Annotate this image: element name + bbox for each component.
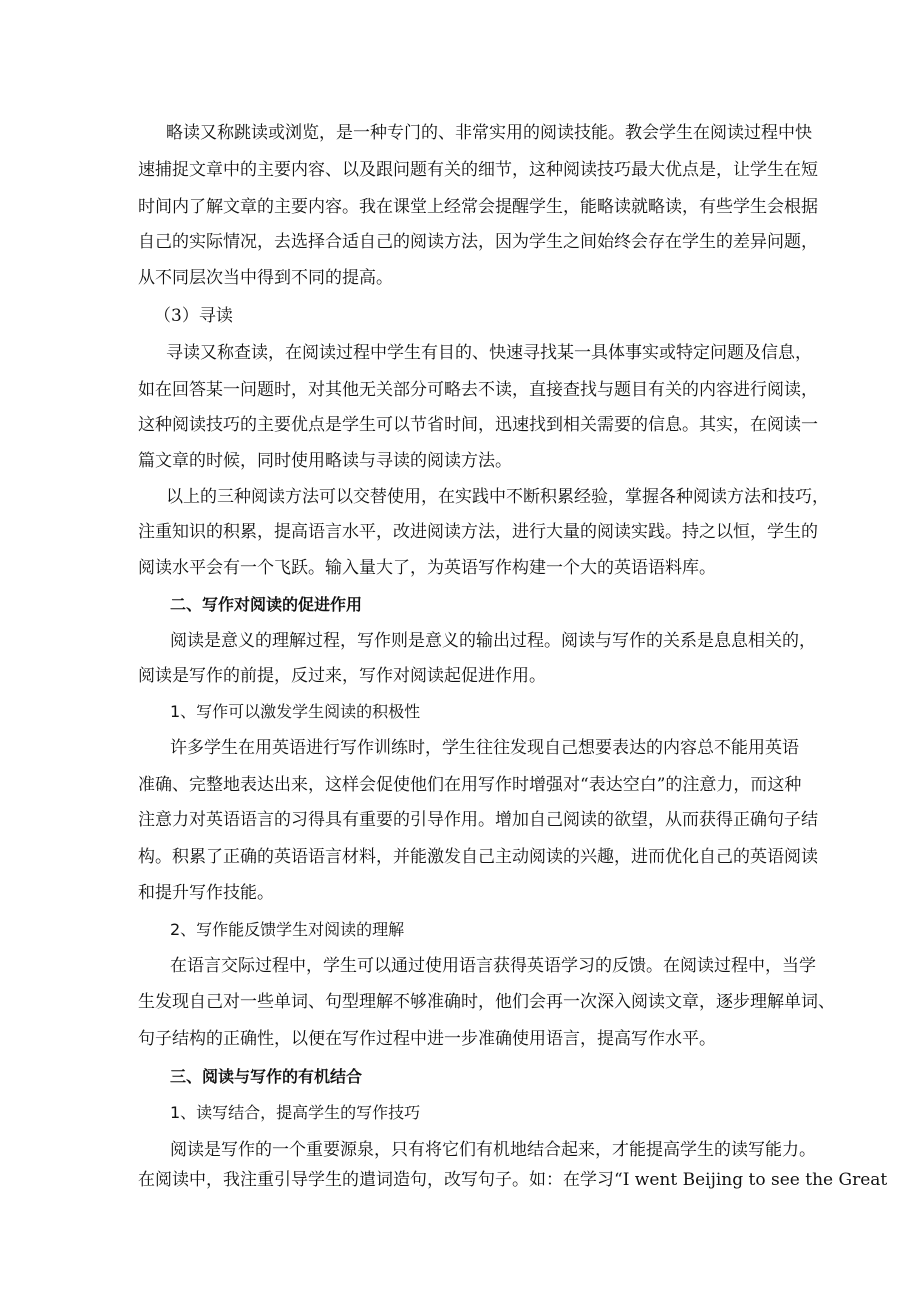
paragraph-line: 在阅读中，我注重引导学生的遣词造句，改写句子。如：在学习“I went Beijing to see the Great — [138, 1170, 888, 1190]
paragraph-line: 生发现自己对一些单词、句型理解不够准确时，他们会再一次深入阅读文章，逐步理解单词、 — [138, 992, 835, 1012]
section-subheading: 2、写作能反馈学生对阅读的理解 — [170, 920, 405, 939]
paragraph-line: 阅读水平会有一个飞跃。输入量大了，为英语写作构建一个大的英语语料库。 — [138, 558, 716, 578]
paragraph-line: 阅读是写作的前提，反过来，写作对阅读起促进作用。 — [138, 666, 546, 686]
paragraph-line: 注重知识的积累，提高语言水平，改进阅读方法，进行大量的阅读实践。持之以恒，学生的 — [138, 522, 818, 542]
paragraph-line: 在语言交际过程中，学生可以通过使用语言获得英语学习的反馈。在阅读过程中，当学 — [170, 956, 816, 976]
paragraph-line: 自己的实际情况，去选择合适自己的阅读方法，因为学生之间始终会存在学生的差异问题， — [138, 232, 818, 252]
paragraph-line: 略读又称跳读或浏览，是一种专门的、非常实用的阅读技能。教会学生在阅读过程中快 — [166, 123, 812, 143]
section-subheading: 1、读写结合，提高学生的写作技巧 — [170, 1103, 421, 1122]
paragraph-line: 许多学生在用英语进行写作训练时，学生往往发现自己想要表达的内容总不能用英语 — [170, 738, 799, 758]
paragraph-line: 阅读是写作的一个重要源泉，只有将它们有机地结合起来，才能提高学生的读写能力。 — [170, 1140, 816, 1160]
paragraph-line: 速捕捉文章中的主要内容、以及跟问题有关的细节，这种阅读技巧最大优点是，让学生在短 — [138, 160, 818, 180]
paragraph-line: 篇文章的时候，同时使用略读与寻读的阅读方法。 — [138, 451, 512, 471]
section-heading: 二、写作对阅读的促进作用 — [170, 595, 363, 614]
section-subheading: （3）寻读 — [154, 306, 233, 326]
paragraph-line: 以上的三种阅读方法可以交替使用，在实践中不断积累经验，掌握各种阅读方法和技巧， — [166, 487, 829, 507]
section-heading: 三、阅读与写作的有机结合 — [170, 1067, 363, 1086]
paragraph-line: 句子结构的正确性，以便在写作过程中进一步准确使用语言，提高写作水平。 — [138, 1029, 716, 1049]
paragraph-line: 构。积累了正确的英语语言材料，并能激发自己主动阅读的兴趣，进而优化自己的英语阅读 — [138, 847, 818, 867]
paragraph-line: 这种阅读技巧的主要优点是学生可以节省时间，迅速找到相关需要的信息。其实，在阅读一 — [138, 415, 818, 435]
paragraph-line: 准确、完整地表达出来，这样会促使他们在用写作时增强对“表达空白”的注意力，而这种 — [138, 775, 802, 795]
paragraph-line: 时间内了解文章的主要内容。我在课堂上经常会提醒学生，能略读就略读，有些学生会根据 — [138, 197, 818, 217]
paragraph-line: 寻读又称查读，在阅读过程中学生有目的、快速寻找某一具体事实或特定问题及信息， — [166, 343, 812, 363]
section-subheading: 1、写作可以激发学生阅读的积极性 — [170, 702, 421, 721]
paragraph-line: 如在回答某一问题时，对其他无关部分可略去不读，直接查找与题目有关的内容进行阅读， — [138, 380, 818, 400]
paragraph-line: 从不同层次当中得到不同的提高。 — [138, 268, 393, 288]
paragraph-line: 阅读是意义的理解过程，写作则是意义的输出过程。阅读与写作的关系是息息相关的， — [170, 631, 816, 651]
paragraph-line: 和提升写作技能。 — [138, 883, 274, 903]
paragraph-line: 注意力对英语语言的习得具有重要的引导作用。增加自己阅读的欲望，从而获得正确句子结 — [138, 810, 818, 830]
